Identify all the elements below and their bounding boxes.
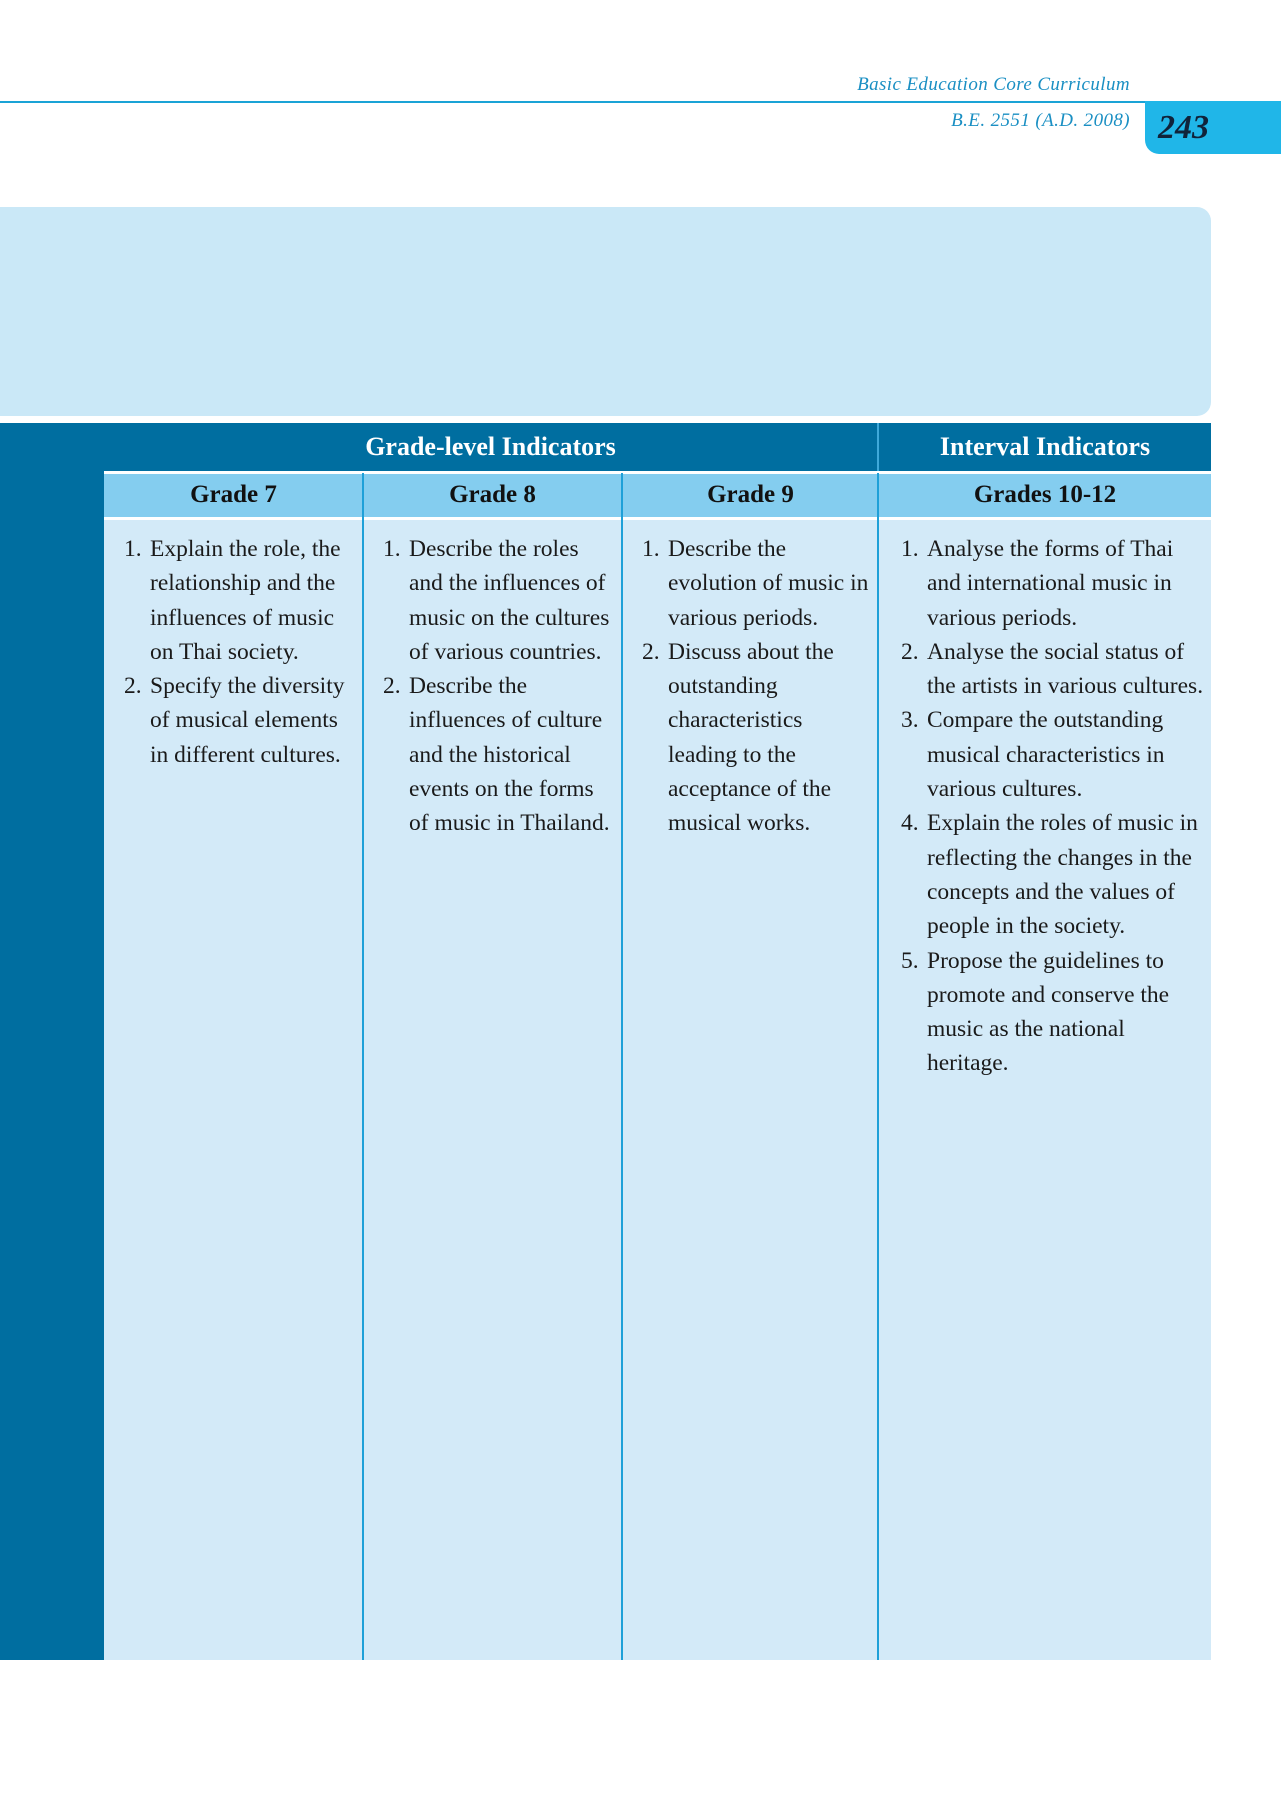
page-number-tab <box>1145 101 1281 154</box>
list-item: 1. Describe the roles and the influences of music on the cultures of various countries. <box>383 536 610 665</box>
running-header-title: Basic Education Core Curriculum <box>857 74 1130 95</box>
indicators-table <box>104 423 1211 1660</box>
grade-8-heading: Grade 8 <box>363 473 622 517</box>
page-number: 243 <box>1158 108 1209 146</box>
grades-10-12-indicator-list <box>879 532 1211 1081</box>
header-separator <box>104 471 1211 474</box>
list-item: 3. Compare the outstanding musical characteristics in various cultures. <box>901 707 1165 803</box>
grade-9-column <box>622 520 879 1660</box>
grade-7-indicator-list <box>104 532 363 772</box>
grade-7-heading: Grade 7 <box>104 473 363 517</box>
grades-10-12-heading: Grades 10-12 <box>879 473 1211 517</box>
list-item: 4. Explain the roles of music in reflecting the changes in the concepts and the values of people in the society. <box>901 810 1198 940</box>
title-banner <box>0 207 1211 416</box>
running-header-subtitle: B.E. 2551 (A.D. 2008) <box>951 110 1130 131</box>
left-side-band <box>0 423 104 1660</box>
list-item: 5. Propose the guidelines to promote and conserve the music as the national heritage. <box>901 947 1170 1077</box>
column-divider <box>877 473 879 1660</box>
grade-8-column <box>363 520 622 1660</box>
list-item: 2. Specify the diversity of musical elements in different cultures. <box>124 673 345 768</box>
column-divider <box>621 473 623 1660</box>
list-item: 1. Describe the evolution of music in various periods. <box>642 536 869 631</box>
grade-level-indicators-header: Grade-level Indicators <box>104 423 877 471</box>
interval-indicators-header: Interval Indicators <box>879 423 1211 471</box>
subheader-separator <box>104 517 1211 520</box>
grade-9-indicator-list <box>622 532 879 841</box>
header-rule <box>0 101 1205 103</box>
list-item: 1. Explain the role, the relationship and the influences of music on Thai society. <box>124 536 341 665</box>
grade-8-indicator-list <box>363 532 622 841</box>
list-item: 2. Describe the influences of culture and the historical events on the forms of music in Thailand. <box>383 673 610 837</box>
column-divider <box>362 473 364 1660</box>
grades-10-12-column <box>879 520 1211 1660</box>
grade-9-heading: Grade 9 <box>622 473 879 517</box>
grade-7-column <box>104 520 363 1660</box>
list-item: 2. Analyse the social status of the artists in various cultures. <box>901 638 1204 700</box>
list-item: 1. Analyse the forms of Thai and international music in various periods. <box>901 536 1174 631</box>
list-item: 2. Discuss about the outstanding characteristics leading to the acceptance of the musical works. <box>642 638 834 837</box>
